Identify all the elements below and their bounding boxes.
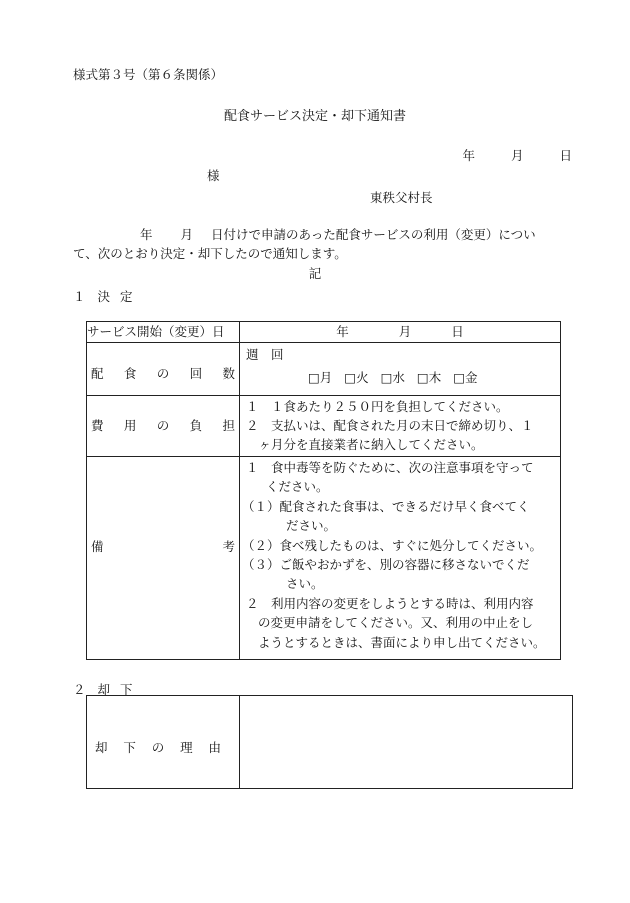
notes-line: ださい。 [286, 518, 337, 533]
start-date-label: サービス開始（変更）日 [87, 322, 240, 343]
ki-heading: 記 [308, 266, 322, 281]
start-date-year: 年 [336, 324, 349, 339]
frequency-label [87, 343, 240, 396]
rejection-reason-value[interactable] [240, 696, 573, 789]
form-number: 様式第３号（第６条関係） [73, 67, 224, 82]
issue-date [463, 146, 572, 164]
rejection-label-char: 由 [208, 740, 221, 755]
rejection-table [86, 695, 573, 789]
issue-date-year: 年 [462, 148, 476, 163]
body-text-line-1 [140, 225, 536, 243]
checkbox-tuesday[interactable]: □火 [344, 370, 369, 385]
cost-label [87, 396, 240, 457]
section-1-char: 定 [120, 289, 133, 304]
notes-line: ください。 [266, 479, 329, 494]
cost-value [240, 396, 561, 457]
issue-date-day: 日 [559, 148, 572, 163]
notes-label-char: 考 [222, 539, 235, 554]
notes-line: さい。 [286, 576, 324, 591]
frequency-week: 週 回 [246, 347, 284, 362]
checkbox-wednesday[interactable]: □水 [380, 370, 405, 385]
weekday-checkboxes [308, 368, 486, 386]
body-month: 月 [180, 227, 194, 242]
section-2-char: 却 [97, 682, 111, 697]
cost-label-char: 負 [189, 418, 203, 433]
issue-date-month: 月 [511, 148, 524, 163]
notes-line: （３）ご飯やおかずを、別の容器に移さないでくだ [242, 557, 530, 572]
notes-line: ２ 利用内容の変更をしようとする時は、利用内容 [246, 596, 534, 611]
notes-value [240, 457, 561, 660]
frequency-label-char: 回 [189, 366, 203, 381]
notes-label-char: 備 [91, 539, 104, 554]
body-line1-rest: 日付けで申請のあった配食サービスの利用（変更）につい [211, 227, 536, 242]
cost-line: ２ 支払いは、配食された月の末日で締め切り、１ [246, 418, 534, 433]
start-date-month: 月 [398, 324, 412, 339]
frequency-value [240, 343, 561, 396]
document-title: 配食サービス決定・却下通知書 [223, 109, 406, 124]
cost-line: １ １食あたり２５０円を負担してください。 [246, 399, 509, 414]
cost-label-char: 用 [123, 418, 137, 433]
notes-line: の変更申請をしてください。又、利用の中止をし [258, 615, 534, 630]
issuer: 東秩父村長 [370, 190, 433, 205]
rejection-label-char: 理 [180, 740, 193, 755]
frequency-label-char: 配 [91, 366, 104, 381]
checkbox-thursday[interactable]: □木 [416, 370, 442, 385]
cost-line: ヶ月分を直接業者に納入してください。 [246, 437, 484, 452]
start-date-day: 日 [451, 324, 464, 339]
rejection-label-char: 却 [95, 740, 108, 755]
notes-line: （１）配食された食事は、できるだけ早く食べてく [242, 499, 530, 514]
cost-label-char: の [156, 418, 170, 433]
notes-line: （２）食べ残したものは、すぐに処分してください。 [242, 538, 543, 553]
notes-line: １ 食中毒等を防ぐために、次の注意事項を守って [246, 460, 534, 475]
recipient-suffix: 様 [207, 168, 220, 183]
notes-line: ようとするときは、書面により申し出てください。 [258, 635, 546, 650]
section-1-number: １ [73, 289, 86, 304]
body-text-line-2: て、次のとおり決定・却下したので通知します。 [73, 246, 347, 261]
section-1-heading [73, 287, 133, 305]
section-1-char: 決 [97, 289, 111, 304]
checkbox-monday[interactable]: □月 [308, 370, 333, 385]
cost-label-char: 担 [222, 418, 235, 433]
decision-table [86, 321, 561, 660]
frequency-label-char: 数 [222, 366, 235, 381]
start-date-value [240, 322, 561, 343]
checkbox-friday[interactable]: □金 [453, 370, 478, 385]
rejection-label-char: の [151, 740, 165, 755]
body-year: 年 [140, 227, 153, 242]
rejection-label-char: 下 [123, 740, 136, 755]
frequency-label-char: の [156, 366, 170, 381]
cost-label-char: 費 [91, 418, 104, 433]
section-2-char: 下 [120, 682, 133, 697]
rejection-reason-label [87, 696, 240, 789]
frequency-label-char: 食 [123, 366, 137, 381]
section-2-number: ２ [73, 682, 86, 697]
notes-label [87, 457, 240, 660]
